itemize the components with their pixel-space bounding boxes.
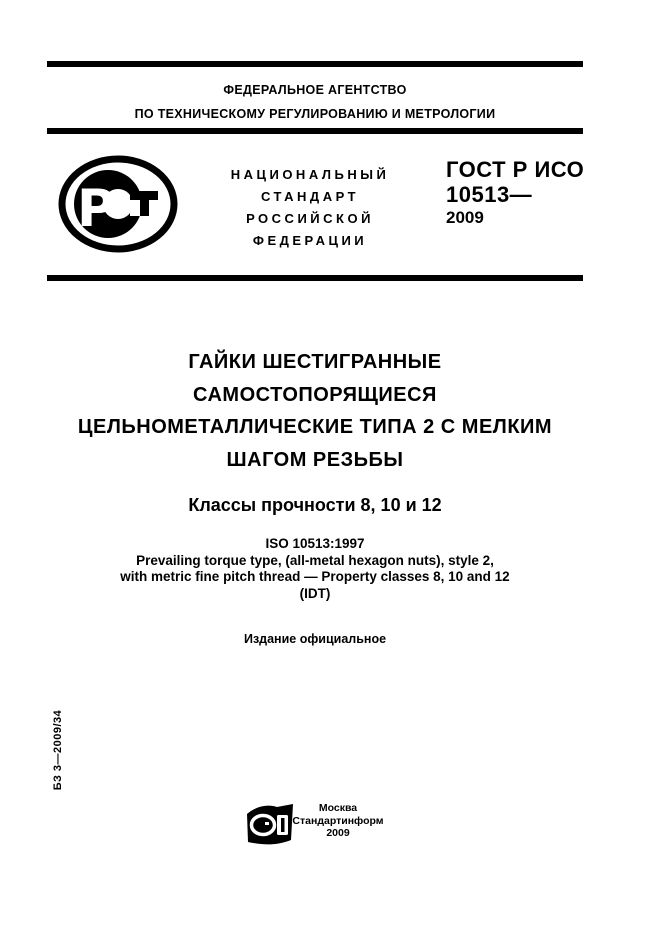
imprint-block [268, 802, 408, 840]
agency-name-line1: ФЕДЕРАЛЬНОЕ АГЕНТСТВО [223, 83, 407, 97]
side-registration-code: БЗ 3—2009/34 [52, 709, 64, 791]
title-line: ЦЕЛЬНОМЕТАЛЛИЧЕСКИЕ ТИПА 2 С МЕЛКИМ [77, 416, 553, 438]
imprint-publisher: Стандартинформ [292, 814, 384, 827]
title-line: ШАГОМ РЕЗЬБЫ [226, 448, 404, 471]
designation-number: 10513— [446, 182, 533, 207]
designation-prefix: ГОСТ Р ИСО [446, 157, 585, 182]
title-line: САМОСТОПОРЯЩИЕСЯ [193, 383, 437, 406]
imprint-city: Москва [318, 802, 358, 814]
standard-title [40, 346, 590, 476]
official-edition-note: Издание официальное [243, 632, 387, 646]
header-rule [47, 128, 583, 134]
standard-type-line: ФЕДЕРАЦИИ [252, 233, 368, 248]
property-classes-subtitle: Классы прочности 8, 10 и 12 [188, 495, 442, 515]
iso-reference-line: with metric fine pitch thread — Property classes 8, 10 and 12 [120, 569, 510, 584]
section-rule [47, 275, 583, 281]
svg-text:Р: Р [76, 179, 116, 239]
iso-reference-line: ISO 10513:1997 [265, 536, 365, 551]
iso-reference-line: Prevailing torque type, (all-metal hexagon nuts), style 2, [136, 552, 494, 568]
standard-type-block [190, 164, 430, 252]
standard-type-line: НАЦИОНАЛЬНЫЙ [230, 167, 390, 182]
iso-reference-line: (IDT) [299, 585, 331, 601]
top-rule [47, 61, 583, 67]
rst-certification-mark-icon [56, 153, 180, 255]
iso-reference-block [40, 536, 590, 602]
designation-year: 2009 [446, 208, 484, 227]
agency-name-line2: ПО ТЕХНИЧЕСКОМУ РЕГУЛИРОВАНИЮ И МЕТРОЛОГИИ [134, 107, 496, 121]
title-line: ГАЙКИ ШЕСТИГРАННЫЕ [188, 351, 442, 373]
standard-type-line: РОССИЙСКОЙ [246, 211, 374, 226]
standard-designation [446, 157, 584, 228]
standard-type-line: СТАНДАРТ [260, 189, 360, 204]
imprint-year: 2009 [326, 827, 350, 839]
